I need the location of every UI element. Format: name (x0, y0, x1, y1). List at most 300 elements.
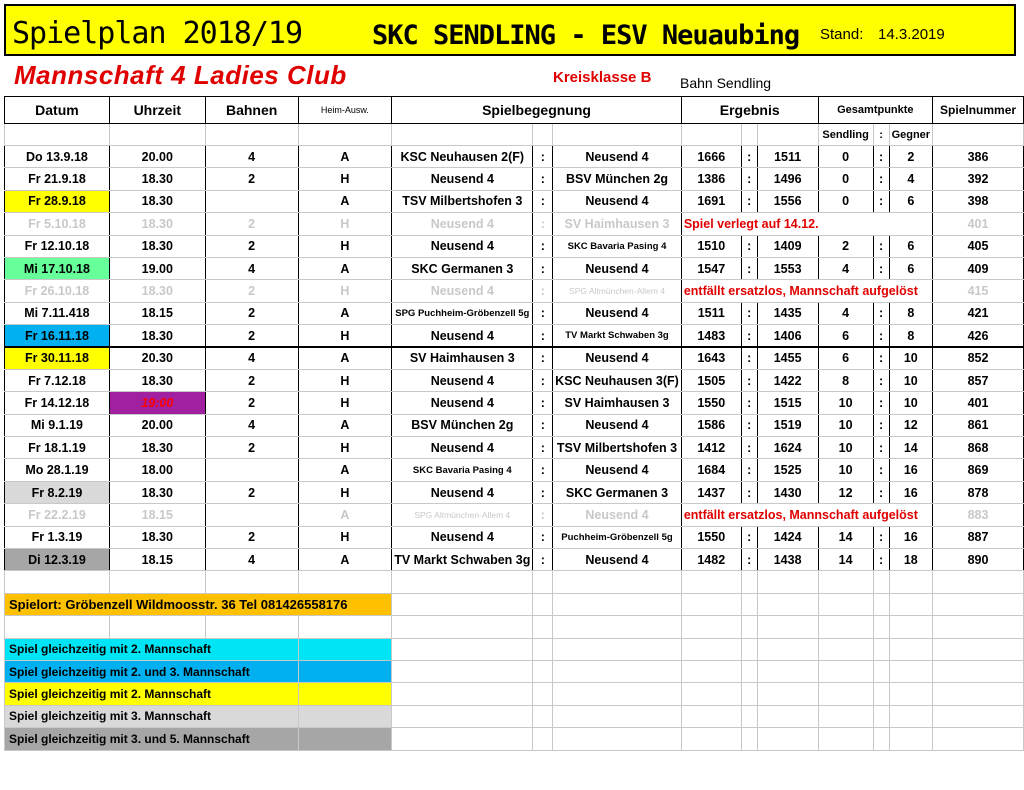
game-away-team: TSV Milbertshofen 3 (553, 437, 682, 459)
game-note: entfällt ersatzlos, Mannschaft aufgelöst (681, 280, 932, 302)
game-colon: : (533, 280, 553, 302)
legend-swatch (298, 638, 392, 660)
game-row (5, 549, 1024, 571)
game-number: 861 (933, 414, 1024, 436)
game-row (5, 481, 1024, 503)
empty-cell (205, 571, 298, 593)
game-lanes: 4 (205, 347, 298, 369)
result-colon: : (741, 168, 757, 190)
game-note: entfällt ersatzlos, Mannschaft aufgelöst (681, 504, 932, 526)
points-colon: : (873, 437, 889, 459)
result-away: 1624 (757, 437, 818, 459)
points-colon: : (873, 459, 889, 481)
points-colon: : (873, 369, 889, 391)
points-sendling: 14 (818, 526, 873, 548)
game-number: 401 (933, 392, 1024, 414)
game-date: Mi 7.11.418 (5, 302, 110, 324)
game-home-team: Neusend 4 (392, 481, 533, 503)
game-home-away: A (298, 257, 392, 279)
game-colon: : (533, 168, 553, 190)
game-number: 852 (933, 347, 1024, 369)
col-datum: Datum (5, 97, 110, 124)
game-number: 405 (933, 235, 1024, 257)
points-sendling: 10 (818, 459, 873, 481)
points-colon: : (873, 235, 889, 257)
empty-cell (818, 705, 873, 727)
game-away-team: Puchheim-Gröbenzell 5g (553, 526, 682, 548)
result-colon: : (741, 414, 757, 436)
game-home-team: Neusend 4 (392, 437, 533, 459)
game-away-team: SKC Bavaria Pasing 4 (553, 235, 682, 257)
game-time: 18.15 (109, 504, 205, 526)
game-home-team: Neusend 4 (392, 168, 533, 190)
col-ergebnis: Ergebnis (681, 97, 818, 124)
points-sendling: 2 (818, 235, 873, 257)
game-home-away: A (298, 459, 392, 481)
legend-row (5, 660, 1024, 682)
col-heim-ausw: Heim-Ausw. (298, 97, 392, 124)
game-away-team: SV Haimhausen 3 (553, 392, 682, 414)
game-colon: : (533, 504, 553, 526)
game-home-team: TV Markt Schwaben 3g (392, 549, 533, 571)
result-home: 1505 (681, 369, 741, 391)
empty-cell (818, 683, 873, 705)
game-time: 18.30 (109, 437, 205, 459)
empty-cell (553, 616, 682, 638)
empty-cell (205, 616, 298, 638)
game-home-away: H (298, 392, 392, 414)
points-sendling: 6 (818, 347, 873, 369)
game-lanes: 2 (205, 481, 298, 503)
empty-cell (681, 660, 741, 682)
legend-row (5, 705, 1024, 727)
empty-cell (741, 616, 757, 638)
empty-cell (933, 571, 1024, 593)
game-home-away: H (298, 168, 392, 190)
game-away-team: Neusend 4 (553, 257, 682, 279)
empty-cell (392, 571, 533, 593)
game-date: Do 13.9.18 (5, 146, 110, 168)
game-colon: : (533, 414, 553, 436)
game-row (5, 414, 1024, 436)
game-row (5, 146, 1024, 168)
col-gegner: Gegner (889, 124, 933, 146)
empty-cell (873, 593, 889, 615)
empty-cell (889, 728, 933, 750)
game-colon: : (533, 325, 553, 347)
points-sendling: 10 (818, 437, 873, 459)
game-colon: : (533, 257, 553, 279)
game-away-team: Neusend 4 (553, 302, 682, 324)
game-row (5, 347, 1024, 369)
game-number: 869 (933, 459, 1024, 481)
legend-swatch (298, 705, 392, 727)
empty-cell (889, 638, 933, 660)
result-home: 1586 (681, 414, 741, 436)
empty-cell (889, 616, 933, 638)
game-time: 19.00 (109, 257, 205, 279)
stand-label: Stand: (820, 26, 864, 43)
game-lanes: 2 (205, 325, 298, 347)
empty-cell (933, 660, 1024, 682)
result-colon: : (741, 347, 757, 369)
empty-cell (553, 705, 682, 727)
game-colon: : (533, 213, 553, 235)
game-home-team: Neusend 4 (392, 325, 533, 347)
game-home-team: SPG Puchheim-Gröbenzell 5g (392, 302, 533, 324)
result-colon: : (741, 235, 757, 257)
result-colon: : (741, 526, 757, 548)
empty-cell (533, 616, 553, 638)
result-home: 1666 (681, 146, 741, 168)
game-home-away: H (298, 526, 392, 548)
empty-cell (298, 616, 392, 638)
game-time: 18.00 (109, 459, 205, 481)
legend-swatch (298, 683, 392, 705)
game-home-away: H (298, 369, 392, 391)
empty-cell (553, 683, 682, 705)
game-colon: : (533, 459, 553, 481)
empty-cell (533, 638, 553, 660)
empty-cell (741, 660, 757, 682)
empty-cell (741, 571, 757, 593)
result-away: 1519 (757, 414, 818, 436)
points-colon: : (873, 526, 889, 548)
empty-cell (873, 616, 889, 638)
empty-cell (757, 616, 818, 638)
points-opponent: 10 (889, 369, 933, 391)
empty-row (5, 616, 1024, 638)
empty-cell (818, 571, 873, 593)
points-opponent: 6 (889, 235, 933, 257)
venue-info: Spielort: Gröbenzell Wildmoosstr. 36 Tel 081426558176 (5, 593, 392, 615)
game-lanes: 2 (205, 235, 298, 257)
result-away: 1430 (757, 481, 818, 503)
game-home-team: Neusend 4 (392, 369, 533, 391)
result-home: 1510 (681, 235, 741, 257)
game-row (5, 190, 1024, 212)
game-lanes (205, 459, 298, 481)
col-sendling: Sendling (818, 124, 873, 146)
result-colon: : (741, 325, 757, 347)
empty-cell (757, 571, 818, 593)
game-away-team: Neusend 4 (553, 190, 682, 212)
result-home: 1511 (681, 302, 741, 324)
game-colon: : (533, 146, 553, 168)
game-colon: : (533, 526, 553, 548)
result-colon: : (741, 146, 757, 168)
points-colon: : (873, 257, 889, 279)
empty-cell (741, 728, 757, 750)
empty-cell (533, 705, 553, 727)
game-home-away: A (298, 414, 392, 436)
game-lanes: 2 (205, 168, 298, 190)
game-time: 18.30 (109, 325, 205, 347)
empty-cell (933, 728, 1024, 750)
result-colon: : (741, 437, 757, 459)
game-row (5, 302, 1024, 324)
game-away-team: TV Markt Schwaben 3g (553, 325, 682, 347)
col-bahnen: Bahnen (205, 97, 298, 124)
game-date: Fr 1.3.19 (5, 526, 110, 548)
empty-cell (818, 616, 873, 638)
game-date: Fr 28.9.18 (5, 190, 110, 212)
team-name: Mannschaft 4 Ladies Club (14, 60, 347, 90)
points-sendling: 10 (818, 392, 873, 414)
legend-row (5, 683, 1024, 705)
game-time: 18.30 (109, 235, 205, 257)
empty-cell (889, 705, 933, 727)
game-home-team: SKC Bavaria Pasing 4 (392, 459, 533, 481)
game-time: 18.30 (109, 481, 205, 503)
game-colon: : (533, 235, 553, 257)
game-date: Fr 26.10.18 (5, 280, 110, 302)
game-home-away: H (298, 481, 392, 503)
title-bar (4, 4, 1016, 56)
game-row (5, 392, 1024, 414)
legend-label: Spiel gleichzeitig mit 3. Mannschaft (5, 705, 299, 727)
empty-cell (298, 571, 392, 593)
result-home: 1412 (681, 437, 741, 459)
result-home: 1386 (681, 168, 741, 190)
points-opponent: 18 (889, 549, 933, 571)
game-home-away: H (298, 437, 392, 459)
empty-cell (741, 705, 757, 727)
points-opponent: 12 (889, 414, 933, 436)
result-away: 1438 (757, 549, 818, 571)
legend-row (5, 728, 1024, 750)
empty-cell (873, 638, 889, 660)
empty-cell (757, 638, 818, 660)
points-opponent: 4 (889, 168, 933, 190)
empty-cell (757, 683, 818, 705)
result-colon: : (741, 190, 757, 212)
game-home-away: H (298, 213, 392, 235)
game-row (5, 369, 1024, 391)
legend-label: Spiel gleichzeitig mit 2. und 3. Mannschaft (5, 660, 299, 682)
points-opponent: 16 (889, 481, 933, 503)
points-sendling: 10 (818, 414, 873, 436)
game-time: 18.30 (109, 280, 205, 302)
result-away: 1409 (757, 235, 818, 257)
result-away: 1406 (757, 325, 818, 347)
stand-date: 14.3.2019 (878, 26, 945, 43)
empty-cell (757, 705, 818, 727)
game-date: Fr 8.2.19 (5, 481, 110, 503)
game-date: Fr 5.10.18 (5, 213, 110, 235)
game-time: 20.30 (109, 347, 205, 369)
empty-cell (681, 705, 741, 727)
game-lanes: 4 (205, 549, 298, 571)
game-colon: : (533, 392, 553, 414)
game-home-team: SKC Germanen 3 (392, 257, 533, 279)
empty-cell (553, 660, 682, 682)
empty-cell (681, 638, 741, 660)
points-colon: : (873, 481, 889, 503)
game-time: 18.15 (109, 302, 205, 324)
empty-cell (889, 593, 933, 615)
empty-cell (681, 616, 741, 638)
game-time: 18.30 (109, 369, 205, 391)
game-lanes: 2 (205, 526, 298, 548)
empty-cell (392, 616, 533, 638)
result-home: 1550 (681, 392, 741, 414)
game-number: 883 (933, 504, 1024, 526)
game-lanes: 2 (205, 280, 298, 302)
game-home-away: A (298, 302, 392, 324)
empty-cell (533, 660, 553, 682)
game-number: 401 (933, 213, 1024, 235)
points-colon: : (873, 302, 889, 324)
empty-cell (392, 660, 533, 682)
game-away-team: SV Haimhausen 3 (553, 213, 682, 235)
result-home: 1691 (681, 190, 741, 212)
game-time: 18.30 (109, 526, 205, 548)
col-spielnummer: Spielnummer (933, 97, 1024, 124)
game-number: 426 (933, 325, 1024, 347)
game-away-team: Neusend 4 (553, 549, 682, 571)
game-home-team: Neusend 4 (392, 213, 533, 235)
points-opponent: 16 (889, 459, 933, 481)
game-row (5, 437, 1024, 459)
game-lanes: 2 (205, 302, 298, 324)
result-home: 1437 (681, 481, 741, 503)
empty-row (5, 571, 1024, 593)
game-number: 398 (933, 190, 1024, 212)
result-colon: : (741, 549, 757, 571)
legend-label: Spiel gleichzeitig mit 2. Mannschaft (5, 683, 299, 705)
game-date: Fr 12.10.18 (5, 235, 110, 257)
points-colon: : (873, 549, 889, 571)
game-date: Fr 14.12.18 (5, 392, 110, 414)
game-row (5, 325, 1024, 347)
points-opponent: 16 (889, 526, 933, 548)
empty-cell (818, 593, 873, 615)
result-colon: : (741, 459, 757, 481)
result-colon: : (741, 369, 757, 391)
points-colon: : (873, 414, 889, 436)
col-colon: : (873, 124, 889, 146)
league-name: Kreisklasse B (553, 69, 652, 86)
points-colon: : (873, 325, 889, 347)
legend-swatch (298, 728, 392, 750)
empty-cell (818, 638, 873, 660)
game-home-team: Neusend 4 (392, 526, 533, 548)
empty-cell (818, 660, 873, 682)
empty-cell (889, 660, 933, 682)
game-number: 890 (933, 549, 1024, 571)
points-colon: : (873, 347, 889, 369)
game-row (5, 235, 1024, 257)
game-time: 20.00 (109, 146, 205, 168)
game-note: Spiel verlegt auf 14.12. (681, 213, 932, 235)
result-home: 1684 (681, 459, 741, 481)
game-time: 18.15 (109, 549, 205, 571)
legend-label: Spiel gleichzeitig mit 3. und 5. Mannschaft (5, 728, 299, 750)
empty-cell (818, 728, 873, 750)
points-opponent: 10 (889, 392, 933, 414)
points-colon: : (873, 168, 889, 190)
empty-cell (757, 728, 818, 750)
game-home-away: A (298, 347, 392, 369)
points-opponent: 14 (889, 437, 933, 459)
empty-cell (392, 683, 533, 705)
subheader-row (5, 124, 1024, 146)
points-colon: : (873, 190, 889, 212)
points-sendling: 0 (818, 190, 873, 212)
points-opponent: 8 (889, 302, 933, 324)
game-colon: : (533, 549, 553, 571)
result-away: 1455 (757, 347, 818, 369)
legend-row (5, 638, 1024, 660)
game-home-away: A (298, 504, 392, 526)
empty-cell (553, 593, 682, 615)
empty-cell (553, 638, 682, 660)
game-home-team: SPG Altmünchen-Allem 4 (392, 504, 533, 526)
result-colon: : (741, 392, 757, 414)
points-sendling: 14 (818, 549, 873, 571)
game-colon: : (533, 481, 553, 503)
empty-cell (533, 593, 553, 615)
game-lanes (205, 504, 298, 526)
game-row (5, 459, 1024, 481)
result-away: 1553 (757, 257, 818, 279)
points-colon: : (873, 392, 889, 414)
game-time: 18.30 (109, 213, 205, 235)
empty-cell (681, 728, 741, 750)
points-opponent: 2 (889, 146, 933, 168)
game-away-team: KSC Neuhausen 3(F) (553, 369, 682, 391)
col-spielbegegnung: Spielbegegnung (392, 97, 682, 124)
empty-cell (873, 705, 889, 727)
game-away-team: BSV München 2g (553, 168, 682, 190)
result-away: 1435 (757, 302, 818, 324)
game-date: Fr 18.1.19 (5, 437, 110, 459)
game-home-team: Neusend 4 (392, 280, 533, 302)
empty-cell (873, 683, 889, 705)
game-lanes (205, 190, 298, 212)
empty-cell (5, 571, 110, 593)
game-lanes: 2 (205, 213, 298, 235)
game-date: Fr 22.2.19 (5, 504, 110, 526)
empty-cell (757, 660, 818, 682)
game-row (5, 257, 1024, 279)
points-opponent: 8 (889, 325, 933, 347)
points-sendling: 12 (818, 481, 873, 503)
game-number: 887 (933, 526, 1024, 548)
result-away: 1556 (757, 190, 818, 212)
game-colon: : (533, 302, 553, 324)
game-colon: : (533, 347, 553, 369)
empty-cell (933, 705, 1024, 727)
result-home: 1483 (681, 325, 741, 347)
points-opponent: 10 (889, 347, 933, 369)
empty-cell (741, 683, 757, 705)
result-away: 1525 (757, 459, 818, 481)
game-number: 878 (933, 481, 1024, 503)
game-row (5, 526, 1024, 548)
game-row (5, 504, 1024, 526)
game-date: Fr 21.9.18 (5, 168, 110, 190)
empty-cell (533, 683, 553, 705)
empty-cell (933, 593, 1024, 615)
game-home-team: KSC Neuhausen 2(F) (392, 146, 533, 168)
game-row (5, 168, 1024, 190)
game-date: Mi 17.10.18 (5, 257, 110, 279)
result-away: 1515 (757, 392, 818, 414)
game-lanes: 4 (205, 257, 298, 279)
result-away: 1422 (757, 369, 818, 391)
